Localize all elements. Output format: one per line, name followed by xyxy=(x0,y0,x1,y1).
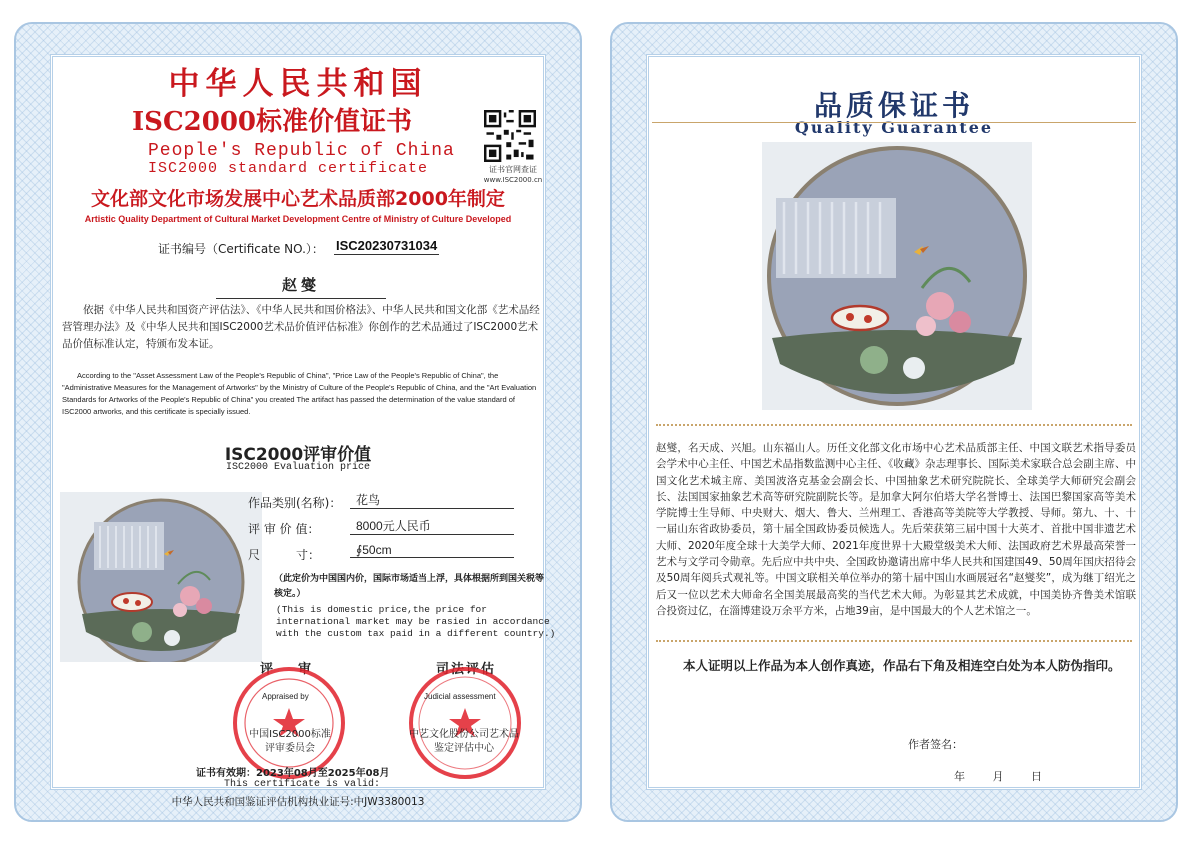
issuer-subtitle-en: Artistic Quality Department of Cultural Market Development Centre of Ministry of Culture Developed xyxy=(84,214,512,224)
holder-name: 赵燮 xyxy=(216,274,386,299)
signature-date: 年 月 日 xyxy=(954,770,1042,783)
license-number: 中华人民共和国鉴证评估机构执业证号:中JW3380013 xyxy=(171,796,425,808)
bio-divider xyxy=(656,424,1132,426)
qr-verify-url: www.ISC2000.cn xyxy=(483,176,543,184)
appraised-value: 8000元人民币 xyxy=(350,517,514,535)
quality-guarantee-certificate xyxy=(610,22,1178,822)
validity-period-cn: 证书有效期：2023年08月至2025年08月 xyxy=(196,768,390,779)
issuer-subtitle-cn: 文化部文化市场发展中心艺术品质部2000年制定 xyxy=(91,188,505,210)
artwork-size-label: 尺 寸： xyxy=(248,548,321,562)
price-note-en: (This is domestic price,the price for international market may be rasied in accordance with the custom tax paid in a different country.) xyxy=(276,604,556,639)
certificate-title-isc: ISC2000标准价值证书 xyxy=(132,107,412,137)
certificate-number: ISC20230731034 xyxy=(336,238,438,253)
certificate-title-en-1: People's Republic of China xyxy=(148,141,455,161)
evaluation-title-cn: ISC2000评审价值 xyxy=(224,445,372,465)
basis-paragraph-cn: 依据《中华人民共和国资产评估法》、《中华人民共和国价格法》、中华人民共和国文化部《艺术品经营管理办法》及《中华人民共和国ISC2000艺术品价值评估标准》你创作的艺术品通过了ISC2000艺术品价值标准认定，特颁布发本证。 xyxy=(62,304,540,350)
isc2000-certificate xyxy=(14,22,582,822)
title-divider xyxy=(652,122,1136,123)
certificate-title-cn: 中华人民共和国 xyxy=(168,66,428,102)
appraised-value-label: 评 审 价 值： xyxy=(248,522,320,536)
guarantee-title-en: Quality Guarantee xyxy=(794,118,994,137)
author-signature-label: 作者签名： xyxy=(908,738,963,751)
judicial-org: 中艺文化股份公司艺术品 鉴定评估中心 xyxy=(409,729,519,754)
artwork-category-label: 作品类别(名称)： xyxy=(248,496,342,510)
judicial-assessment-label: Judicial assessment xyxy=(424,692,496,701)
authenticity-declaration: 本人证明以上作品为本人创作真迹，作品右下角及相连空白处为本人防伪指印。 xyxy=(683,658,1121,673)
artwork-size-value: ∮50cm xyxy=(350,543,514,558)
basis-paragraph-en: According to the "Asset Assessment Law of the People's Republic of China", "Price Law of the People's Republic of China", the "Administrative Measures for the Management of Artworks" by the Ministry of Culture of the People's Republic of China, and the "Art Evaluation Standards for Artworks of the People's Republic of China" you created The artifact has passed the determination of the value standard of ISC2000 artworks, and this certificate is specially issued. xyxy=(62,371,537,416)
certificate-number-label: 证书编号（Certificate NO.）： xyxy=(158,242,324,256)
price-note-cn: （此定价为中国国内价，国际市场适当上浮，具体根据所到国关税等核定。） xyxy=(274,574,545,599)
artist-biography: 赵燮，名天成、兴旭。山东福山人。历任文化部文化市场中心艺术品质部主任、中国文联艺术指导委员会学术中心主任、中国艺术品指数监测中心主任、《收藏》杂志理事长、国际美术家联合总会副主席、中国文化艺术城主席、美国波洛克基金会副会长、中国抽象艺术研究院院长、全球美学大师研究会副会长、法国国家抽象艺术高等研究院副院长等。是加拿大阿尔伯塔大学名誉博士、法国巴黎国家高等美术学院博士生导师、中央财大、烟大、鲁大、兰州理工、香港高等美院等大学教授、导师。第九、十、十一届山东省政协委员，第十届全国政协委员候选人。先后荣获第三届中国十大英才、首批中国非遗艺术大师、2020年度全球十大美学大师、2021年度世界十大殿堂级美术大师、法国政府艺术界最高荣誉一艺术与文学司令勋章。先后应中共中央、全国政协邀请出席中华人民共和国建国49、50周年国庆招待会及50周年阅兵式观礼等。中国文联相关单位举办的第十届中国山水画展冠名“赵燮奖”，成为继丁绍光之后又一位以艺术大师命名全国美展最高奖的当代艺术大师。为彰显其艺术成就，中国美协齐鲁美术馆联合投资过亿，在淄博建设万余平方米，占地39亩，是中国最大的个人艺术馆之一。 xyxy=(656,442,1136,617)
qr-verify-label: 证书官网查证 xyxy=(489,165,537,174)
appraisal-label: 评 审 xyxy=(260,662,318,677)
artwork-category-value: 花鸟 xyxy=(350,491,514,509)
artwork-photo xyxy=(762,142,1032,410)
judicial-label: 司法评估 xyxy=(436,662,497,677)
guarantee-title-cn: 品质保证书 xyxy=(813,89,974,122)
qr-code-icon xyxy=(484,110,536,162)
bio-divider xyxy=(656,640,1132,642)
judicial-seal-icon xyxy=(406,664,524,782)
appraised-by-label: Appraised by xyxy=(262,692,309,701)
evaluation-title-en: ISC2000 Evaluation price xyxy=(225,462,371,473)
appraisal-org: 中国ISC2000标准 评审委员会 xyxy=(249,729,331,754)
validity-period-en: This certificate is valid: xyxy=(224,779,381,790)
certificate-title-en-2: ISC2000 standard certificate xyxy=(148,160,429,177)
artwork-photo xyxy=(60,492,262,662)
